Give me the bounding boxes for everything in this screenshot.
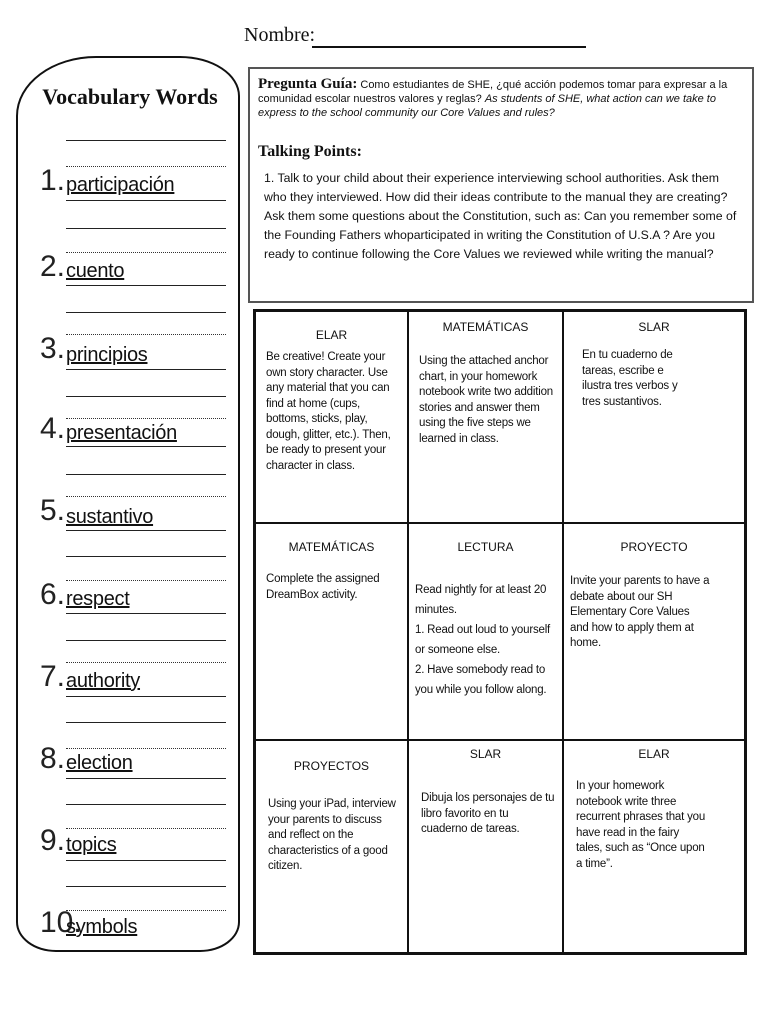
- cell-title: MATEMÁTICAS: [442, 320, 529, 334]
- rule-line: [66, 252, 226, 253]
- vocab-word: participación: [66, 174, 175, 196]
- cell-text: Be creative! Create your own story character. Use any material that you can find at home (cups, bottoms, sticks, play, dough, glitter, etc.). Then, be ready to present your character in class.: [266, 351, 391, 472]
- rule-line: [66, 696, 226, 697]
- cell-text: Using your iPad, interview your parents to discuss and reflect on the characteristics of a good citizen.: [268, 798, 396, 872]
- cell-text: Read nightly for at least 20 minutes. 1. Read out loud to yourself or someone else. 2. Have somebody read to you while you follow along.: [415, 584, 551, 696]
- cell-title: ELAR: [638, 747, 670, 761]
- rule-line: [66, 418, 226, 419]
- grid-cell: [409, 741, 564, 952]
- rule-line: [66, 722, 226, 723]
- rule-line: [66, 580, 226, 581]
- grid-cell: [564, 312, 744, 524]
- vocab-word: presentación: [66, 422, 177, 444]
- rule-line: [66, 748, 226, 749]
- rule-line: [66, 334, 226, 335]
- pregunta-guia-label: Pregunta Guía:: [258, 76, 358, 92]
- vocab-number: 2.: [40, 250, 66, 283]
- vocabulary-panel: [16, 56, 240, 952]
- vocab-word: cuento: [66, 260, 125, 282]
- rule-line: [66, 200, 226, 201]
- rule-line: [66, 166, 226, 167]
- rule-line: [66, 828, 226, 829]
- rule-line: [66, 396, 226, 397]
- grid-cell: [256, 741, 409, 952]
- name-blank-line[interactable]: [312, 46, 586, 48]
- cell-text: En tu cuaderno de tareas, escribe e ilustra tres verbos y tres sustantivos.: [582, 349, 678, 408]
- vocab-number: 8.: [40, 742, 66, 775]
- rule-line: [66, 886, 226, 887]
- cell-text: Complete the assigned DreamBox activity.: [266, 573, 380, 601]
- vocab-number: 6.: [40, 578, 66, 611]
- rule-line: [66, 804, 226, 805]
- vocab-word: topics: [66, 834, 117, 856]
- cell-title: PROYECTOS: [293, 759, 370, 773]
- cell-title: PROYECTO: [620, 540, 688, 554]
- vocab-word: respect: [66, 588, 130, 610]
- talking-points-title: Talking Points:: [258, 143, 362, 160]
- vocab-number: 3.: [40, 332, 66, 365]
- cell-title: LECTURA: [457, 540, 514, 554]
- cell-text: In your homework notebook write three recurrent phrases that you have read in the fairy tales, such as “Once upon a time”.: [576, 780, 706, 870]
- rule-line: [66, 778, 226, 779]
- cell-title: SLAR: [638, 320, 670, 334]
- rule-line: [66, 530, 226, 531]
- guiding-question-box: [248, 67, 754, 303]
- vocab-number: 9.: [40, 824, 66, 857]
- vocab-word: principios: [66, 344, 148, 366]
- rule-line: [66, 556, 226, 557]
- homework-grid: [253, 309, 747, 955]
- grid-cell: [409, 312, 564, 524]
- vocab-word: symbols: [66, 916, 138, 938]
- cell-title: ELAR: [315, 328, 348, 342]
- rule-line: [66, 496, 226, 497]
- cell-text: Invite your parents to have a debate about our SH Elementary Core Values and how to apply them at home.: [570, 575, 710, 649]
- rule-line: [66, 446, 226, 447]
- grid-cell: [256, 312, 409, 524]
- grid-cell: [564, 524, 744, 741]
- rule-line: [66, 228, 226, 229]
- pregunta-english: As students of SHE, what action can we take to express to the school community our Core Values and rules?: [258, 93, 716, 119]
- cell-text: Dibuja los personajes de tu libro favorito en tu cuaderno de tareas.: [421, 792, 555, 835]
- vocabulary-title: Vocabulary Words: [42, 84, 218, 109]
- rule-line: [66, 662, 226, 663]
- vocab-number: 4.: [40, 412, 66, 445]
- cell-title: SLAR: [469, 747, 502, 761]
- nombre-label: Nombre:: [244, 24, 316, 46]
- vocab-number: 1.: [40, 164, 66, 197]
- vocab-word: election: [66, 752, 133, 774]
- rule-line: [66, 910, 226, 911]
- talking-points-text: 1. Talk to your child about their experience interviewing school authorities. Ask them who they interviewed. How did their ideas contribute to the manual they are creating? Ask them some questions about the Constitution, such as: Can you remember some of the Founding Fathers whoparticipated in writing the Constitution of U.S.A ? Are you ready to continue following the Core Values we reviewed while writing the manual?: [264, 171, 737, 261]
- vocab-word: authority: [66, 670, 141, 692]
- rule-line: [66, 640, 226, 641]
- vocab-number: 10.: [40, 906, 82, 939]
- grid-cell: [564, 741, 744, 952]
- vocab-number: 7.: [40, 660, 66, 693]
- pregunta-spanish: Como estudiantes de SHE, ¿qué acción podemos tomar para expresar a la comunidad escolar nuestros valores y reglas?: [258, 79, 728, 105]
- vocab-word: sustantivo: [66, 506, 154, 528]
- grid-cell: [256, 524, 409, 741]
- cell-title: MATEMÁTICAS: [288, 540, 375, 554]
- rule-line: [66, 860, 226, 861]
- rule-line: [66, 613, 226, 614]
- rule-line: [66, 285, 226, 286]
- rule-line: [66, 140, 226, 141]
- cell-text: Using the attached anchor chart, in your homework notebook write two addition stories and answer them using the five steps we learned in class.: [419, 355, 553, 445]
- rule-line: [66, 474, 226, 475]
- grid-cell: [409, 524, 564, 741]
- rule-line: [66, 369, 226, 370]
- vocab-number: 5.: [40, 494, 66, 527]
- guiding-question: [258, 77, 750, 120]
- rule-line: [66, 312, 226, 313]
